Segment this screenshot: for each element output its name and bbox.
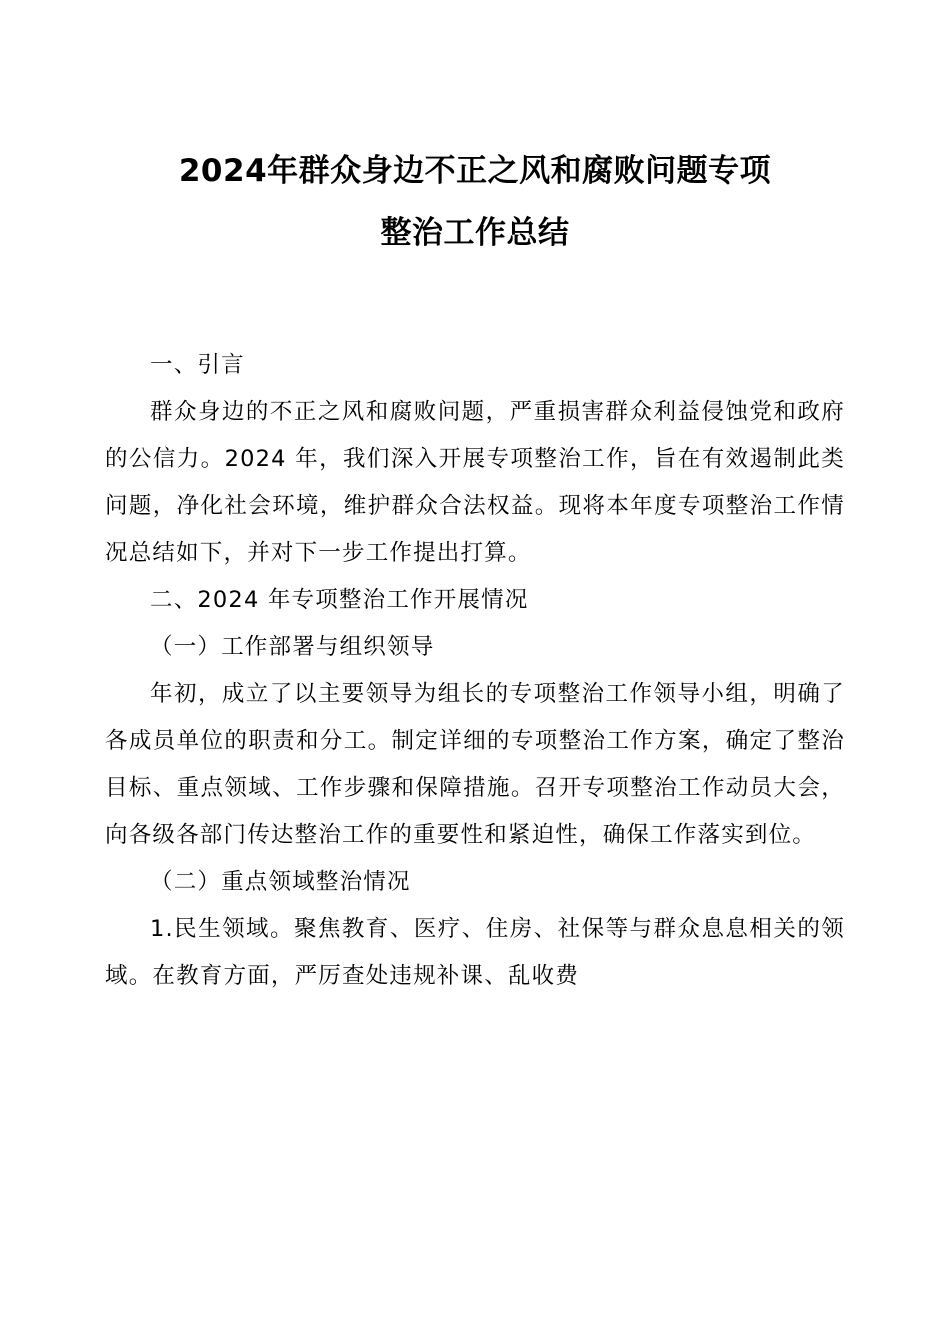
document-title-line-2: 整治工作总结 — [380, 215, 570, 251]
section-heading-intro: 一、引言 — [150, 352, 245, 378]
document-title-line-1: 2024年群众身边不正之风和腐败问题专项 — [178, 153, 772, 189]
paragraph-intro-body: 群众身边的不正之风和腐败问题，严重损害群众利益侵蚀党和政府的公信力。2024 年，我们深入开展专项整治工作，旨在有效遏制此类问题，净化社会环境，维护群众合法权益。现将本年度专项整治工作情况总结如下，并对下一步工作提出打算。 — [105, 399, 845, 566]
paragraph-key-areas-body: 1.民生领域。聚焦教育、医疗、住房、社保等与群众息息相关的领域。在教育方面，严厉查处违规补课、乱收费 — [105, 916, 845, 989]
subsection-heading-key-areas: （二）重点领域整治情况 — [150, 869, 411, 895]
title-spacer — [105, 264, 845, 342]
subsection-heading-deployment: （一）工作部署与组织领导 — [150, 634, 435, 660]
section-heading-progress: 二、2024 年专项整治工作开展情况 — [150, 587, 529, 613]
document-body — [105, 342, 845, 1000]
paragraph-deployment-body: 年初，成立了以主要领导为组长的专项整治工作领导小组，明确了各成员单位的职责和分工。制定详细的专项整治工作方案，确定了整治目标、重点领域、工作步骤和保障措施。召开专项整治工作动员大会，向各级各部门传达整治工作的重要性和紧迫性，确保工作落实到位。 — [105, 681, 845, 848]
